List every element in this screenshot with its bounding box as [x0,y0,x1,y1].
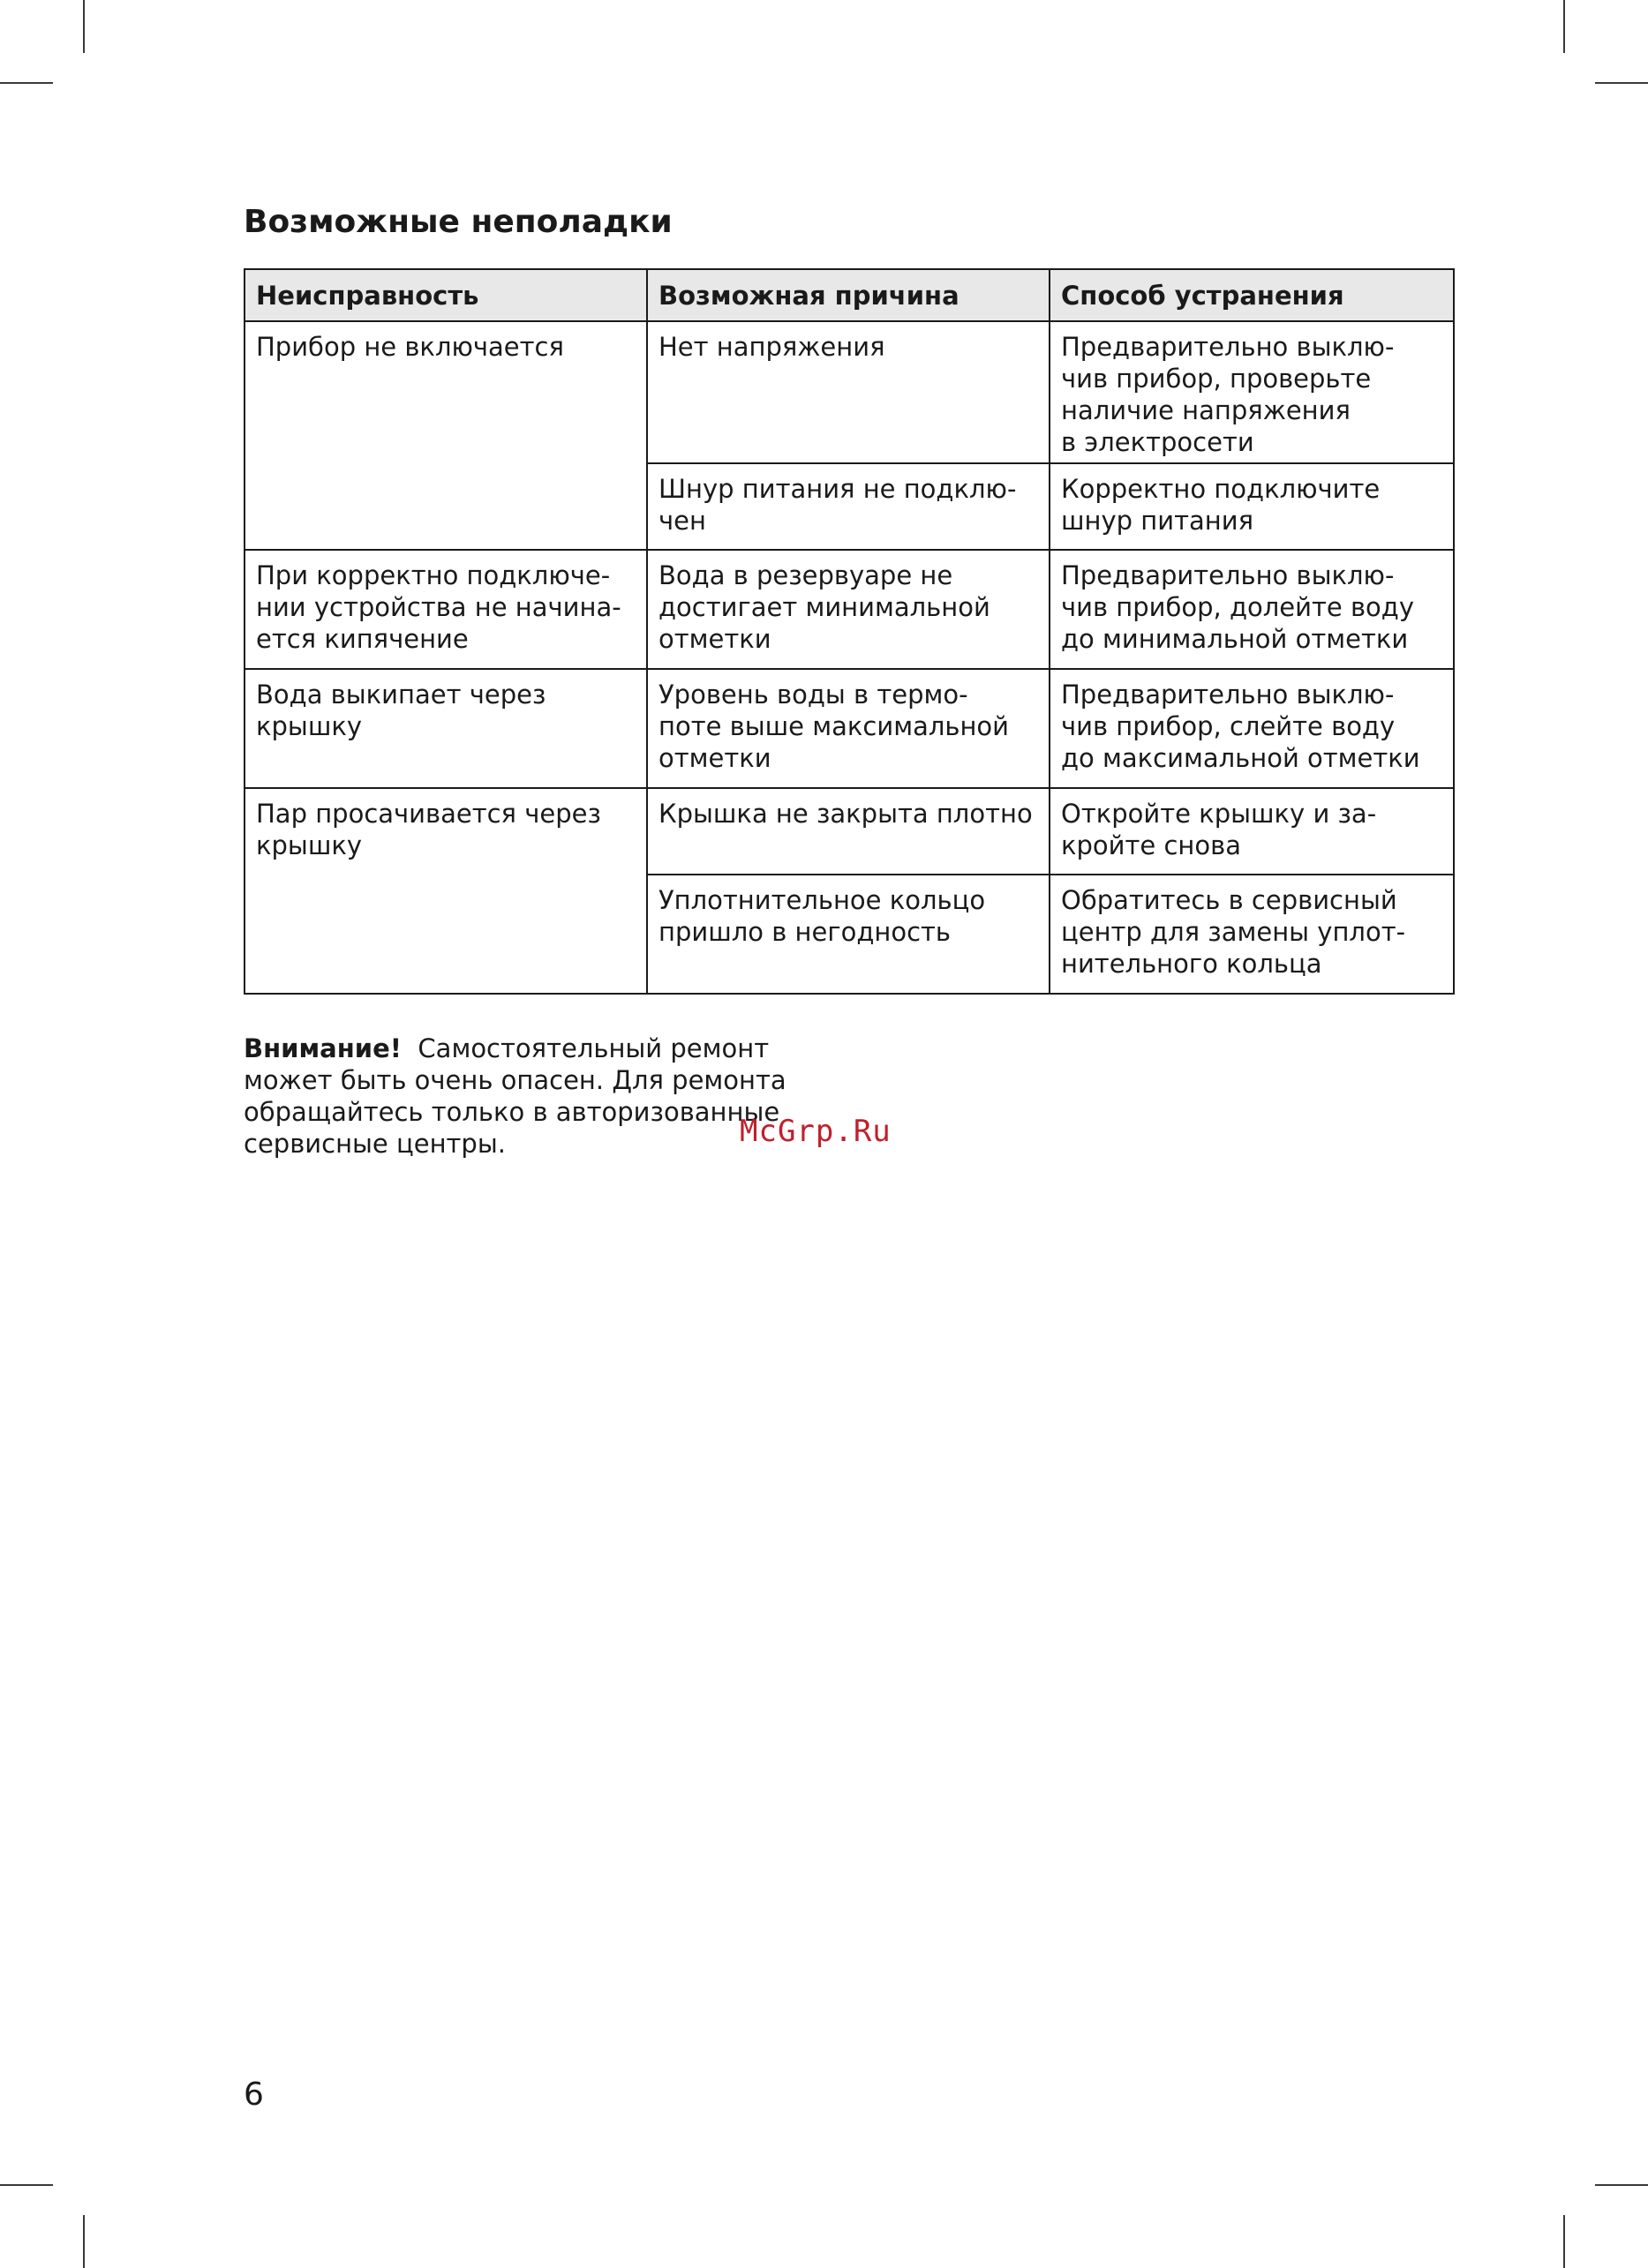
fault-text: При корректно подключе- нии устройства не начина- ется кипячение [256,560,621,654]
header-fault: Неисправность [245,269,647,321]
crop-mark-top-right-vertical [1563,0,1565,53]
remedy-text: Корректно подключите шнур питания [1061,474,1381,536]
header-remedy: Способ устранения [1050,269,1454,321]
remedy-cell [1050,550,1454,669]
remedy-text: Откройте крышку и за- кройте снова [1061,799,1377,860]
crop-mark-top-left-vertical [83,0,85,53]
crop-mark-bottom-left-horizontal [0,2184,53,2186]
fault-cell [245,669,647,788]
remedy-text: Обратитесь в сервисный центр для замены уплот- нительного кольца [1061,885,1406,979]
warning-label: Внимание! [244,1033,402,1063]
remedy-text: Предварительно выклю- чив прибор, слейте воду до максимальной отметки [1061,680,1420,773]
warning-text: Самостоятельный ремонт может быть очень опасен. Для ремонта обращайтесь только в авторизованные сервисные центры. [244,1033,786,1159]
crop-mark-bottom-right-horizontal [1595,2184,1648,2186]
remedy-cell [1050,788,1454,875]
remedy-text: Предварительно выклю- чив прибор, долейте воду до минимальной отметки [1061,560,1414,654]
cause-cell [647,550,1050,669]
crop-mark-bottom-right-vertical [1563,2215,1565,2268]
table-header-row [245,269,1454,321]
cause-cell [647,875,1050,994]
table-row [245,669,1454,788]
fault-text: Прибор не включается [256,332,564,362]
table-row [245,550,1454,669]
fault-cell [245,788,647,994]
cause-text: Уплотнительное кольцо пришло в негодность [658,885,986,947]
cause-cell [647,788,1050,875]
remedy-cell [1050,875,1454,994]
fault-text: Вода выкипает через крышку [256,680,546,741]
header-cause: Возможная причина [647,269,1050,321]
cause-text: Уровень воды в термо- поте выше максимальной отметки [658,680,1010,773]
cause-text: Крышка не закрыта плотно [658,799,1033,829]
remedy-cell [1050,669,1454,788]
crop-mark-bottom-left-vertical [83,2215,85,2268]
cause-cell [647,463,1050,550]
remedy-cell [1050,321,1454,463]
cause-text: Нет напряжения [658,332,885,362]
warning-note [244,1033,826,1160]
remedy-text: Предварительно выклю- чив прибор, проверьте наличие напряжения в электросети [1061,332,1395,457]
page-number: 6 [244,2076,264,2113]
fault-text: Пар просачивается через крышку [256,799,601,860]
troubleshooting-table [244,268,1455,995]
page-title: Возможные неполадки [244,204,673,240]
remedy-cell [1050,463,1454,550]
cause-cell [647,669,1050,788]
table-row [245,321,1454,463]
cause-text: Вода в резервуаре не достигает минимальной отметки [658,560,990,654]
fault-cell [245,321,647,550]
fault-cell [245,550,647,669]
table-row [245,788,1454,875]
watermark-text: McGrp.Ru [740,1114,892,1149]
crop-mark-top-left-horizontal [0,82,53,84]
cause-cell [647,321,1050,463]
crop-mark-top-right-horizontal [1595,82,1648,84]
cause-text: Шнур питания не подклю- чен [658,474,1017,536]
